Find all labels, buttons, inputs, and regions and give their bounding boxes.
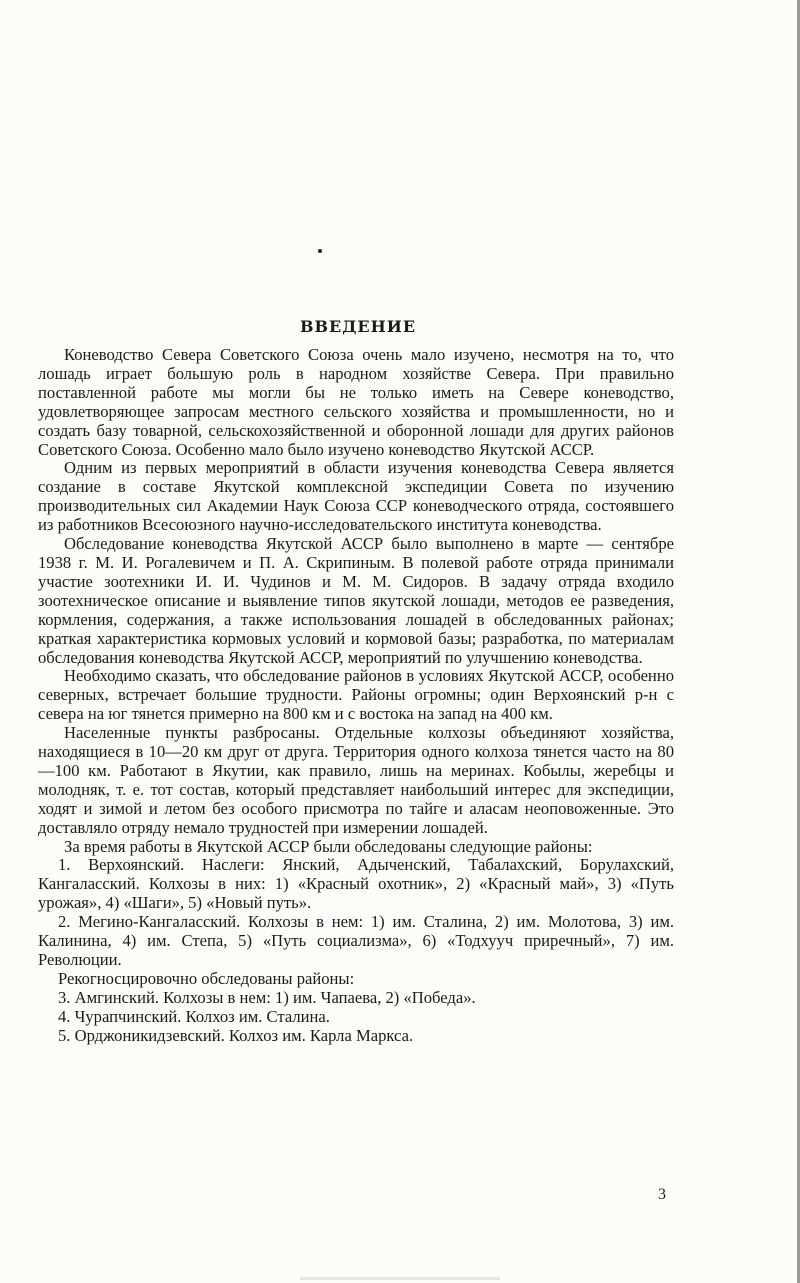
list-item: 2. Мегино-Кангаласский. Колхозы в нем: 1) им. Сталина, 2) им. Молотова, 3) им. Калинина, 4) им. Степа, 5) «Путь социализма», 6) «Тодхууч приречный», 7) им. Революции. xyxy=(38,912,674,969)
paragraph: Необходимо сказать, что обследование районов в условиях Якутской АССР, особенно северных, встречает большие трудности. Районы огромны; один Верхоянский р-н с севера на юг тянется примерно на 800 км и с востока на запад на 400 км. xyxy=(38,666,674,724)
paragraph: За время работы в Якутской АССР были обследованы следующие районы: xyxy=(64,836,593,856)
list-item: 5. Орджоникидзевский. Колхоз им. Карла Маркса. xyxy=(58,1025,414,1045)
list-item: 3. Амгинский. Колхозы в нем: 1) им. Чапаева, 2) «Победа». xyxy=(58,987,476,1007)
recon-intro: Рекогносцировочно обследованы районы: xyxy=(58,968,355,988)
body-text xyxy=(38,346,674,1046)
print-speck xyxy=(318,249,322,253)
page-title: ВВЕДЕНИЕ xyxy=(299,317,417,336)
page-number: 3 xyxy=(658,1186,666,1203)
list-item: 1. Верхоянский. Наслеги: Янский, Адыченский, Табалахский, Борулахский, Кангаласский. Колхозы в них: 1) «Красный охотник», 2) «Красный май», 3) «Путь урожая», 4) «Шаги», 5) «Новый путь». xyxy=(38,855,674,913)
paragraph: Одним из первых мероприятий в области изучения коневодства Севера является создание в составе Якутской комплексной экспедиции Совета по изучению производительных сил Академии Наук Союза ССР коневодческого отряда, состоявшего из работников Всесоюзного научно-исследовательского института коневодства. xyxy=(38,458,674,535)
paragraph: Коневодство Севера Советского Союза очень мало изучено, несмотря на то, что лошадь играет большую роль в народном хозяйстве Севера. При правильно поставленной работе мы могли бы не только иметь на Севере коневодство, удовлетворяющее запросам местного сельского хозяйства и промышленности, но и создать базу товарной, сельскохозяйственной и оборонной лошади для других районов Советского Союза. Особенно мало было изучено коневодство Якутской АССР. xyxy=(38,345,674,459)
scan-shadow xyxy=(300,1277,500,1280)
list-item: 4. Чурапчинский. Колхоз им. Сталина. xyxy=(58,1006,330,1026)
paragraph: Обследование коневодства Якутской АССР было выполнено в марте — сентябре 1938 г. М. И. Рогалевичем и П. А. Скрипиным. В полевой работе отряда принимали участие зоотехники И. И. Чудинов и М. М. Сидоров. В задачу отряда входило зоотехническое описание и выявление типов якутской лошади, методов ее разведения, кормления, содержания, а также использования лошадей в обследованных районах; краткая характеристика кормовых условий и кормовой базы; разработка, по материалам обследования коневодства Якутской АССР, мероприятий по улучшению коневодства. xyxy=(38,534,674,667)
paragraph: Населенные пункты разбросаны. Отдельные колхозы объединяют хозяйства, находящиеся в 10—20 км друг от друга. Территория одного колхоза тянется часто на 80—100 км. Работают в Якутии, как правило, лишь на меринах. Кобылы, жеребцы и молодняк, т. е. тот состав, который представляет наибольший интерес для экспедиции, ходят и зимой и летом без особого присмотра по тайге и аласам неоповоженные. Это доставляло отряду немало трудностей при измерении лошадей. xyxy=(38,723,674,837)
